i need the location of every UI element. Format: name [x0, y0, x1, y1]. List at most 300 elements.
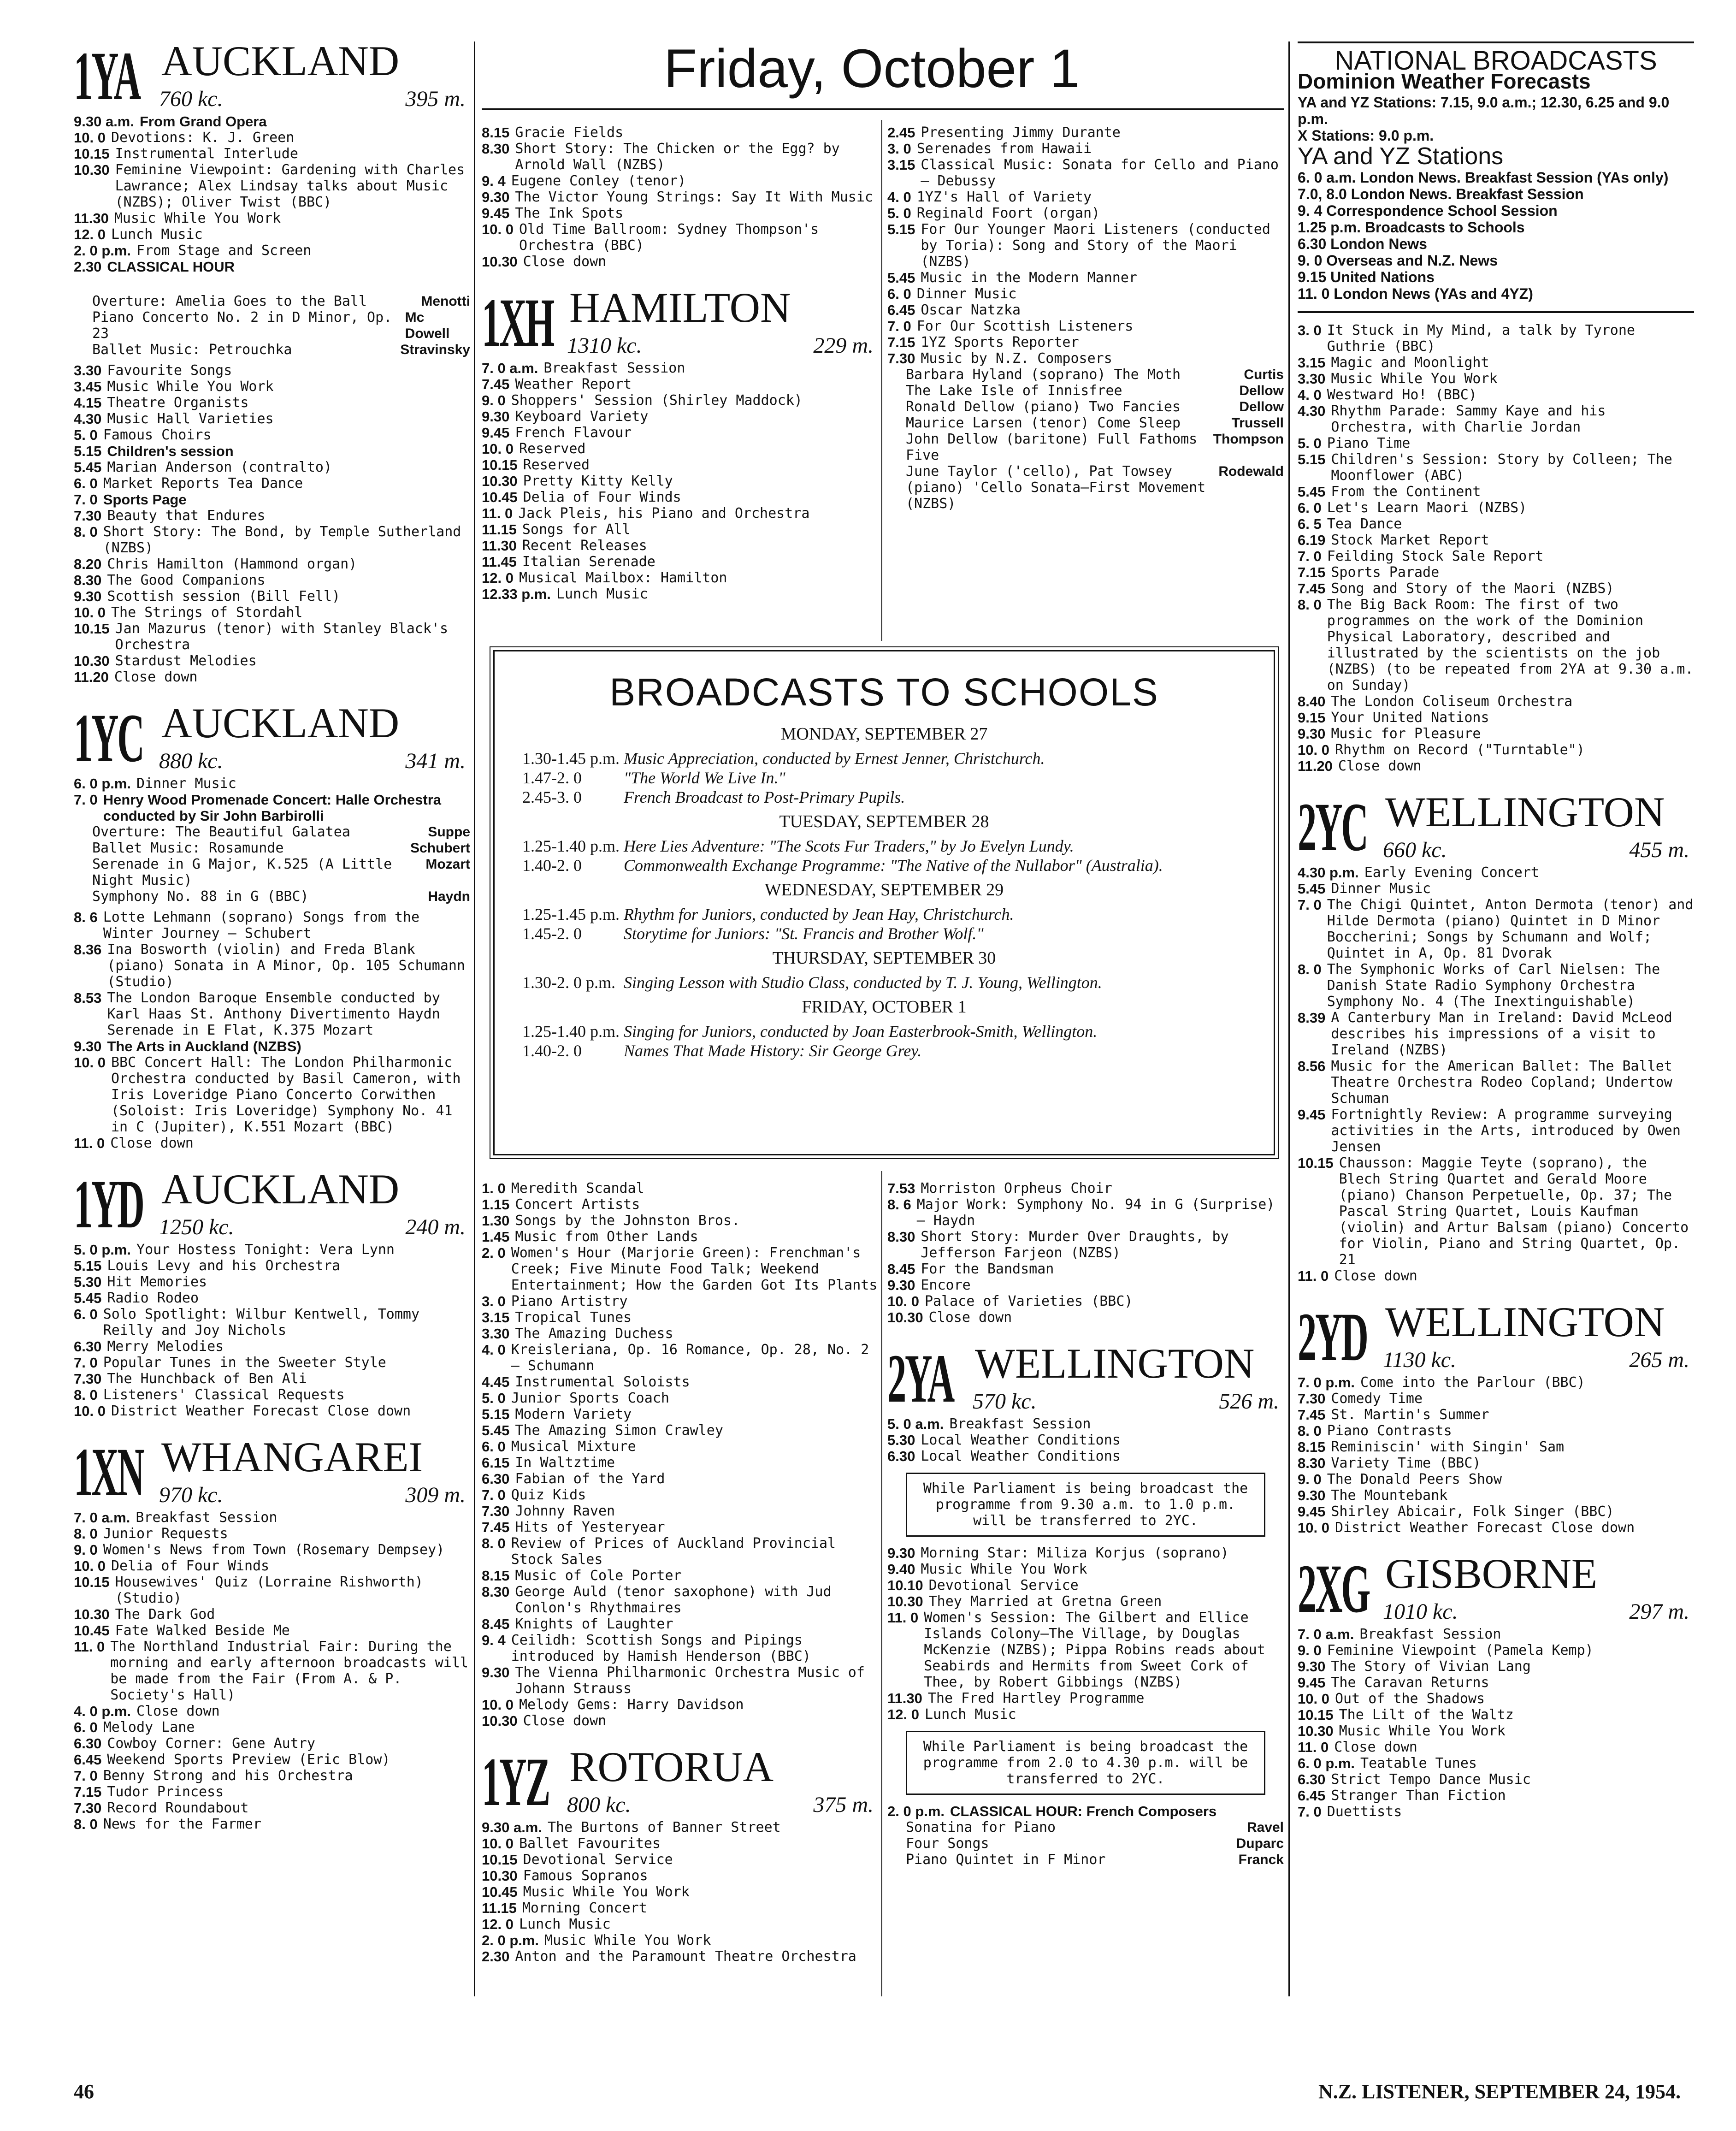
station-city: GISBORNE — [1385, 1550, 1598, 1597]
schedule-time: 8. 0 — [74, 1816, 98, 1832]
schedule-time: 8. 6 — [887, 1196, 911, 1213]
composer: Stravinsky — [400, 342, 470, 357]
schedule-row — [482, 1455, 878, 1471]
schedule-programme: News for the Farmer — [103, 1816, 261, 1832]
schedule-programme: Weekend Sports Preview (Eric Blow) — [107, 1752, 390, 1768]
station-m: 526 m. — [1219, 1389, 1279, 1414]
schedule-programme: BBC Concert Hall: The London Philharmonic Orchestra conducted by Basil Cameron, with Iris Loveridge Piano Concerto Corwithen (Soloist: Iris Loveridge) Symphony No. 41 in C (Jupiter), K.551 Mozart (BBC) — [111, 1054, 461, 1135]
schedule-row — [482, 1293, 878, 1309]
schedule-time: 10.15 — [74, 146, 110, 162]
schedule-row — [1298, 500, 1694, 516]
schedule-programme: Music for Pleasure — [1331, 726, 1481, 742]
schedule-time: 4. 0 — [887, 189, 911, 205]
work-row — [74, 824, 470, 840]
schedule-programme: Songs for All — [522, 521, 631, 538]
schedule-time: 10.30 — [482, 473, 518, 489]
schedule-programme: Reserved — [523, 457, 590, 473]
national-item: 9.15 United Nations — [1298, 269, 1435, 285]
column-rule — [881, 1171, 882, 1996]
schedule-row — [482, 1584, 878, 1616]
schedule-programme: Solo Spotlight: Wilbur Kentwell, Tommy Reilly and Joy Nichols — [103, 1306, 420, 1338]
schedule-programme: Radio Rodeo — [107, 1290, 199, 1306]
schedule-time: 7.30 — [74, 508, 102, 524]
schedule-programme: Feminine Viewpoint: Gardening with Charles Lawrance; Alex Lindsay talks about Music (NZBS); Oliver Twist (BBC) — [115, 162, 465, 210]
schedule-time: 4.30 — [1298, 403, 1326, 419]
schedule-row — [482, 173, 878, 189]
schedule-row — [887, 1545, 1284, 1561]
station-call: 1YC — [74, 700, 143, 776]
schedule-programme: Ina Bosworth (violin) and Freda Blank (piano) Sonata in A Minor, Op. 105 Schumann (Studio) — [107, 941, 465, 990]
schedule-programme: Women's Hour (Marjorie Green): Frenchman's Creek; Five Minute Food Talk; Weekend Entertainment; How the Garden Got Its Plants — [511, 1245, 878, 1293]
schedule-time: 6.15 — [482, 1455, 510, 1471]
schedule-time: 8.30 — [74, 572, 102, 588]
schedule-row — [482, 1390, 878, 1406]
column-rule — [881, 120, 882, 641]
schedule-row — [482, 1900, 878, 1916]
schedule-programme: Housewives' Quiz (Lorraine Rishworth) (Studio) — [115, 1574, 423, 1606]
station-m: 265 m. — [1629, 1348, 1689, 1372]
schedule-row — [74, 1574, 470, 1606]
schedule-sub — [74, 824, 470, 905]
schedule-row — [482, 408, 878, 425]
schedule-programme: Piano Time — [1327, 435, 1411, 451]
station-city: AUCKLAND — [161, 1166, 400, 1213]
station-call: 2YD — [1298, 1299, 1367, 1375]
schedule-time: 5.45 — [1298, 484, 1326, 500]
schedule-row — [1298, 1407, 1694, 1423]
schedule-time: 10.30 — [887, 1593, 923, 1610]
schedule-programme: Anton and the Paramount Theatre Orchestra — [515, 1948, 856, 1965]
schedule-row — [1298, 1675, 1694, 1691]
station-city: WELLINGTON — [975, 1340, 1255, 1387]
station-m: 341 m. — [405, 749, 466, 773]
schedule-time: 7. 0 — [1298, 1804, 1322, 1820]
schedule-programme: Fortnightly Review: A programme surveying activities in the Arts, introduced by Owen Jensen — [1331, 1107, 1681, 1155]
schedule-programme: The Caravan Returns — [1331, 1675, 1489, 1691]
schedule-row — [887, 1706, 1284, 1723]
station-m: 395 m. — [405, 87, 466, 111]
column-right — [1298, 41, 1694, 1838]
schedule-programme: Women's News from Town (Rosemary Dempsey) — [103, 1542, 445, 1558]
schedule-row — [1298, 387, 1694, 403]
schedule-row — [482, 554, 878, 570]
schedule-programme: Concert Artists — [515, 1196, 640, 1213]
schools-desc: Singing for Juniors, conducted by Joan Easterbrook-Smith, Wellington. — [624, 1022, 1098, 1041]
schedule-programme: Fate Walked Beside Me — [115, 1622, 290, 1639]
schools-time: 1.40-2. 0 — [522, 1042, 582, 1060]
schedule-programme: The London Baroque Ensemble conducted by Karl Haas St. Anthony Divertimento Haydn Serenade in E Flat, K.375 Mozart — [107, 990, 440, 1038]
schedule-time: 11.20 — [74, 669, 109, 685]
schedule-programme: Recent Releases — [522, 538, 647, 554]
weather-heading: Dominion Weather Forecasts — [1298, 69, 1591, 93]
schedule-row — [482, 538, 878, 554]
schedule-row — [1298, 897, 1694, 961]
schedule-programme: Close down — [136, 1703, 220, 1719]
schedule-time: 7. 0 — [1298, 548, 1322, 564]
schedule-time: 9.45 — [1298, 1675, 1326, 1691]
schedule-row — [482, 141, 878, 173]
schedule-time: 10. 0 — [887, 1293, 919, 1309]
schedule-row — [74, 1622, 470, 1639]
schedule-programme: The Lilt of the Waltz — [1339, 1707, 1514, 1723]
parliament-notice: While Parliament is being broadcast the programme from 2.0 to 4.30 p.m. will be transferred to 2YC. — [906, 1731, 1265, 1795]
schedule-row — [74, 941, 470, 990]
composer: Schubert — [410, 841, 470, 856]
schedule-row — [887, 1803, 1284, 1819]
station-city: AUCKLAND — [161, 699, 400, 746]
work-title: Ronald Dellow (piano) Two Fancies — [906, 399, 1181, 415]
schedule-row — [1298, 1691, 1694, 1707]
schedule-row — [887, 157, 1284, 189]
schedule-row — [482, 1519, 878, 1535]
schedule-time: 10.30 — [482, 1713, 518, 1729]
schedule-row — [482, 1406, 878, 1422]
schools-desc: French Broadcast to Post-Primary Pupils. — [624, 788, 905, 806]
schools-time: 1.47-2. 0 — [522, 769, 582, 787]
schedule — [74, 775, 470, 824]
schedule-programme: Hits of Yesteryear — [515, 1519, 665, 1535]
composer: Dellow — [1239, 399, 1284, 414]
schedule-time: 2. 0 — [482, 1245, 506, 1261]
schedule-row — [74, 1387, 470, 1403]
schedule-programme: Reginald Foort (organ) — [916, 205, 1100, 221]
schedule-programme: The Victor Young Strings: Say It With Music — [515, 189, 873, 205]
schedule-row — [74, 1338, 470, 1355]
schools-time: 1.30-1.45 p.m. — [522, 749, 620, 768]
schedule-time: 5.15 — [482, 1406, 510, 1422]
national-item: 1.25 p.m. Broadcasts to Schools — [1298, 219, 1525, 236]
schedule-time: 4.30 p.m. — [1298, 864, 1359, 881]
schedule-row — [1298, 1391, 1694, 1407]
schedule-programme: Devotional Service — [523, 1852, 673, 1868]
schedule-programme: Ballet Favourites — [519, 1835, 661, 1852]
schedule-row — [74, 1752, 470, 1768]
schedule-programme: Breakfast Session — [136, 1509, 278, 1526]
schedule-row — [74, 1242, 470, 1258]
schedule-row — [1298, 961, 1694, 1010]
schedule-time: 8. 0 — [74, 1526, 98, 1542]
schedule-row — [74, 1816, 470, 1832]
schedule-programme: Close down — [110, 1135, 194, 1151]
schedule-programme: Morning Concert — [522, 1900, 647, 1916]
work-row — [74, 856, 470, 888]
schedule-time: 10. 0 — [74, 604, 106, 621]
schedule-time: 10.30 — [482, 254, 518, 270]
schedule-time: 3.15 — [887, 157, 915, 173]
schedule-row — [482, 1568, 878, 1584]
schedule-programme: Weather Report — [515, 376, 632, 392]
schedule-programme: Jack Pleis, his Piano and Orchestra — [518, 505, 810, 521]
schedule-programme: Beauty that Endures — [107, 508, 266, 524]
schedule-programme: Shoppers' Session (Shirley Maddock) — [511, 392, 803, 408]
schedule-programme: Close down — [114, 669, 198, 685]
schedule-programme: George Auld (tenor saxophone) with Jud Conlon's Rhythmaires — [515, 1584, 832, 1616]
schedule-time: 10. 0 — [482, 1697, 514, 1713]
schedule-time: 7.45 — [1298, 580, 1326, 597]
schedule-programme: CLASSICAL HOUR — [107, 259, 235, 275]
schedule-programme: From the Continent — [1331, 484, 1481, 500]
schedule-programme: Close down — [1338, 758, 1422, 774]
work-row — [887, 383, 1284, 399]
schools-row — [522, 924, 1246, 943]
schedule-programme: Short Story: The Chicken or the Egg? by Arnold Wall (NZBS) — [515, 141, 840, 173]
ya-yz-heading: YA and YZ Stations — [1298, 143, 1504, 170]
schedule-programme: The London Coliseum Orchestra — [1331, 693, 1573, 710]
work-row — [887, 367, 1284, 383]
schools-day: WEDNESDAY, SEPTEMBER 29 — [764, 880, 1004, 900]
schools-row — [522, 787, 1246, 807]
schedule-time: 12. 0 — [482, 1916, 514, 1932]
work-title: Ballet Music: Rosamunde — [92, 840, 284, 856]
schedule-programme: Sports Page — [103, 491, 187, 508]
schedule-programme: Lunch Music — [519, 1916, 611, 1932]
station-call: 2XG — [1298, 1551, 1370, 1627]
schedule-time: 7.45 — [1298, 1407, 1326, 1423]
schedule-row — [482, 189, 878, 205]
schedule-programme: Henry Wood Promenade Concert: Halle Orchestra conducted by Sir John Barbirolli — [103, 792, 442, 824]
schedule-time: 6.45 — [74, 1752, 102, 1768]
schedule-programme: 1YZ Sports Reporter — [921, 334, 1079, 350]
schedule-programme: French Flavour — [515, 425, 632, 441]
schedule-row — [1298, 1423, 1694, 1439]
schedule-row — [1298, 451, 1694, 484]
weather-line: YA and YZ Stations: 7.15, 9.0 a.m.; 12.30, 6.25 and 9.0 p.m. — [1298, 94, 1670, 127]
schedule-row — [74, 604, 470, 621]
schedule-time: 3.15 — [482, 1309, 510, 1326]
schedule-programme: Instrumental Interlude — [115, 146, 298, 162]
schools-time: 1.25-1.40 p.m. — [522, 837, 620, 855]
schedule-row — [482, 1664, 878, 1697]
schedule-time: 1.15 — [482, 1196, 510, 1213]
schools-time: 1.40-2. 0 — [522, 856, 582, 875]
schedule — [887, 1545, 1284, 1723]
schedule-row — [1298, 726, 1694, 742]
schedule-programme: The Arts in Auckland (NZBS) — [107, 1038, 301, 1054]
schedule-row — [1298, 532, 1694, 548]
schedule-programme: Comedy Time — [1331, 1391, 1423, 1407]
schedule-time: 6.19 — [1298, 532, 1326, 548]
schedule-programme: Rhythm Parade: Sammy Kaye and his Orchestra, with Charlie Jordan — [1331, 403, 1606, 435]
schedule-time: 9.30 a.m. — [482, 1819, 542, 1835]
schedule-programme: Encore — [921, 1277, 971, 1293]
schedule-programme: Lunch Music — [556, 586, 648, 602]
schedule-programme: Kreisleriana, Op. 16 Romance, Op. 28, No. 2 — Schumann — [511, 1342, 869, 1374]
schedule-programme: Cowboy Corner: Gene Autry — [107, 1735, 315, 1752]
schedule-programme: Music While You Work — [1339, 1723, 1506, 1739]
schedule-time: 3.45 — [74, 379, 102, 395]
schedule-time: 11. 0 — [482, 505, 513, 521]
schedule-row — [1298, 1107, 1694, 1155]
schedule-row — [1298, 1788, 1694, 1804]
schedule-sub — [887, 1819, 1284, 1868]
composer: Mozart — [425, 857, 470, 872]
schedule-time: 8.30 — [482, 141, 510, 157]
schools-time: 1.30-2. 0 p.m. — [522, 973, 615, 992]
schedule-programme: Let's Learn Maori (NZBS) — [1327, 500, 1527, 516]
schedule-row — [482, 1374, 878, 1390]
schedule-programme: CLASSICAL HOUR: French Composers — [950, 1803, 1217, 1819]
schedule-programme: Breakfast Session — [543, 360, 685, 376]
schedule-time: 6. 0 p.m. — [1298, 1755, 1355, 1771]
schedule-row — [74, 556, 470, 572]
station-kc: 1310 kc. — [567, 333, 642, 358]
schedule-time: 8.15 — [482, 1568, 510, 1584]
schedule-row — [482, 586, 878, 602]
schedule-programme: Close down — [1334, 1268, 1417, 1284]
schedule-row — [1298, 597, 1694, 693]
schedule-time: 10. 0 — [482, 221, 514, 237]
schedule-programme: Early Evening Concert — [1364, 864, 1539, 881]
station-m: 455 m. — [1629, 838, 1689, 862]
schedule-time: 2. 0 p.m. — [887, 1803, 945, 1819]
station-m: 229 m. — [813, 333, 874, 358]
schools-desc: "The World We Live In." — [624, 769, 785, 787]
schedule-row — [1298, 710, 1694, 726]
schedule-time: 9.30 — [482, 408, 510, 425]
schedule-row — [887, 124, 1284, 141]
schedule-row — [74, 572, 470, 588]
schedule-time: 5.15 — [74, 443, 102, 459]
schedule-row — [482, 489, 878, 505]
schedule-programme: Pretty Kitty Kelly — [523, 473, 673, 489]
schedule-time: 8.30 — [482, 1584, 510, 1600]
schedule-programme: Market Reports Tea Dance — [103, 475, 303, 491]
station-kc: 880 kc. — [159, 749, 223, 773]
column-mid-left-bottom — [482, 1180, 878, 1983]
schedule-programme: Major Work: Symphony No. 94 in G (Surprise) — Haydn — [916, 1196, 1275, 1229]
schedule-time: 8.20 — [74, 556, 102, 572]
station-header-2xg — [1298, 1550, 1694, 1627]
column-rule — [1288, 41, 1290, 1996]
schedule-row — [482, 1180, 878, 1196]
schedule-time: 7. 0 a.m. — [482, 360, 538, 376]
page-title: Friday, October 1 — [664, 38, 1080, 99]
schedule-time: 5.15 — [887, 221, 915, 237]
schedule-programme: Reminiscin' with Singin' Sam — [1331, 1439, 1565, 1455]
schedule-row — [74, 1403, 470, 1419]
schedule-row — [1298, 1804, 1694, 1820]
schedule-row — [74, 1371, 470, 1387]
schedule-time: 8. 6 — [74, 909, 98, 925]
schedule-time: 6. 0 — [74, 1719, 98, 1735]
schedule-row — [74, 990, 470, 1038]
schedule-row — [74, 1355, 470, 1371]
schedule-programme: Instrumental Soloists — [515, 1374, 690, 1390]
schedule-row — [887, 1277, 1284, 1293]
schedule-programme: Music for the American Ballet: The Ballet Theatre Orchestra Rodeo Copland; Undertow Schuman — [1331, 1058, 1672, 1107]
schedule-programme: Tropical Tunes — [515, 1309, 632, 1326]
schedule-time: 6. 0 — [74, 475, 98, 491]
schedule-programme: Junior Sports Coach — [511, 1390, 669, 1406]
composer: Rodewald — [1218, 464, 1284, 479]
schedule-programme: Breakfast Session — [949, 1416, 1091, 1432]
composer: Thompson — [1213, 432, 1284, 447]
schedule-row — [482, 1632, 878, 1664]
schedule-row — [74, 443, 470, 459]
schools-time: 1.45-2. 0 — [522, 924, 582, 943]
schedule-programme: Jan Mazurus (tenor) with Stanley Black's Orchestra — [115, 621, 449, 653]
schedule-row — [74, 1274, 470, 1290]
schedule-programme: The Vienna Philharmonic Orchestra Music of Johann Strauss — [515, 1664, 865, 1697]
schedule-time: 10.15 — [482, 457, 518, 473]
composer: Franck — [1238, 1852, 1284, 1867]
schools-row — [522, 973, 1246, 992]
schools-desc: Here Lies Adventure: "The Scots Fur Traders," by Jo Evelyn Lundy. — [624, 837, 1074, 855]
schedule-time: 9.30 a.m. — [74, 113, 134, 130]
schedule-time: 8.39 — [1298, 1010, 1326, 1026]
parliament-notice: While Parliament is being broadcast the programme from 9.30 a.m. to 1.0 p.m. will be transferred to 2YC. — [906, 1473, 1265, 1537]
composer: Trussell — [1231, 415, 1284, 431]
schedule-programme: Reserved — [519, 441, 586, 457]
schedule-row — [482, 392, 878, 408]
schedule-row — [887, 270, 1284, 286]
schedule-programme: Music in the Modern Manner — [921, 270, 1137, 286]
station-city: WELLINGTON — [1385, 788, 1665, 835]
schedule-programme: Famous Sopranos — [523, 1868, 648, 1884]
schedule-row — [74, 1719, 470, 1735]
schedule-time: 10.15 — [74, 1574, 110, 1590]
schedule-time: 5.45 — [1298, 881, 1326, 897]
schedule-time: 10.45 — [482, 1884, 518, 1900]
schedule-row — [74, 1135, 470, 1151]
schedule-programme: Theatre Organists — [107, 395, 249, 411]
schedule-sub — [887, 367, 1284, 512]
schedule-time: 8.30 — [1298, 1455, 1326, 1471]
schedule-row — [74, 1509, 470, 1526]
schedule-row — [1298, 881, 1694, 897]
schedule-time: 7. 0 a.m. — [74, 1509, 130, 1526]
schedule-row — [887, 221, 1284, 270]
schedule-time: 5. 0 — [1298, 435, 1322, 451]
national-item: 9. 4 Correspondence School Session — [1298, 202, 1558, 219]
station-header-2yd — [1298, 1298, 1694, 1375]
schedule-time: 10. 0 — [74, 1054, 106, 1071]
schedule-time: 5. 0 a.m. — [887, 1416, 944, 1432]
composer: Curtis — [1244, 367, 1284, 382]
schedule-time: 7. 0 — [74, 792, 98, 808]
work-row — [74, 342, 470, 358]
schedule — [887, 124, 1284, 367]
schedule-time: 9.45 — [482, 425, 510, 441]
schedule-programme: Come into the Parlour (BBC) — [1360, 1374, 1585, 1391]
schedule-time: 2.45 — [887, 124, 915, 141]
schedule-time: 9.45 — [1298, 1107, 1326, 1123]
schedule-programme: Music from Other Lands — [515, 1229, 698, 1245]
schedule-time: 7.30 — [887, 350, 915, 367]
schedule-row — [482, 221, 878, 254]
schedule-programme: Oscar Natzka — [921, 302, 1021, 318]
schedule-programme: For Our Younger Maori Listeners (conducted by Toria): Song and Story of the Maori (NZBS) — [921, 221, 1270, 270]
work-title: Overture: The Beautiful Galatea — [92, 824, 350, 840]
schedule-time: 6. 5 — [1298, 516, 1322, 532]
work-title: Piano Quintet in F Minor — [906, 1852, 1106, 1868]
schedule-time: 10.15 — [482, 1852, 518, 1868]
schedule-row — [74, 1558, 470, 1574]
schedule-programme: Dinner Music — [136, 775, 236, 792]
schedule-time: 9.30 — [887, 1277, 915, 1293]
schedule-row — [482, 1471, 878, 1487]
schedule-time: 3. 0 — [887, 141, 911, 157]
station-m: 297 m. — [1629, 1599, 1689, 1624]
schedule-time: 9.30 — [482, 1664, 510, 1681]
schools-row — [522, 836, 1246, 856]
schedule-programme: Devotional Service — [928, 1577, 1079, 1593]
schedule-row — [1298, 1010, 1694, 1058]
work-title: Ballet Music: Petrouchka — [92, 342, 292, 358]
schedule-time: 3. 0 — [482, 1293, 506, 1309]
schedule-programme: Ceilidh: Scottish Songs and Pipings introduced by Hamish Henderson (BBC) — [511, 1632, 811, 1664]
schedule-programme: Musical Mailbox: Hamilton — [519, 570, 727, 586]
